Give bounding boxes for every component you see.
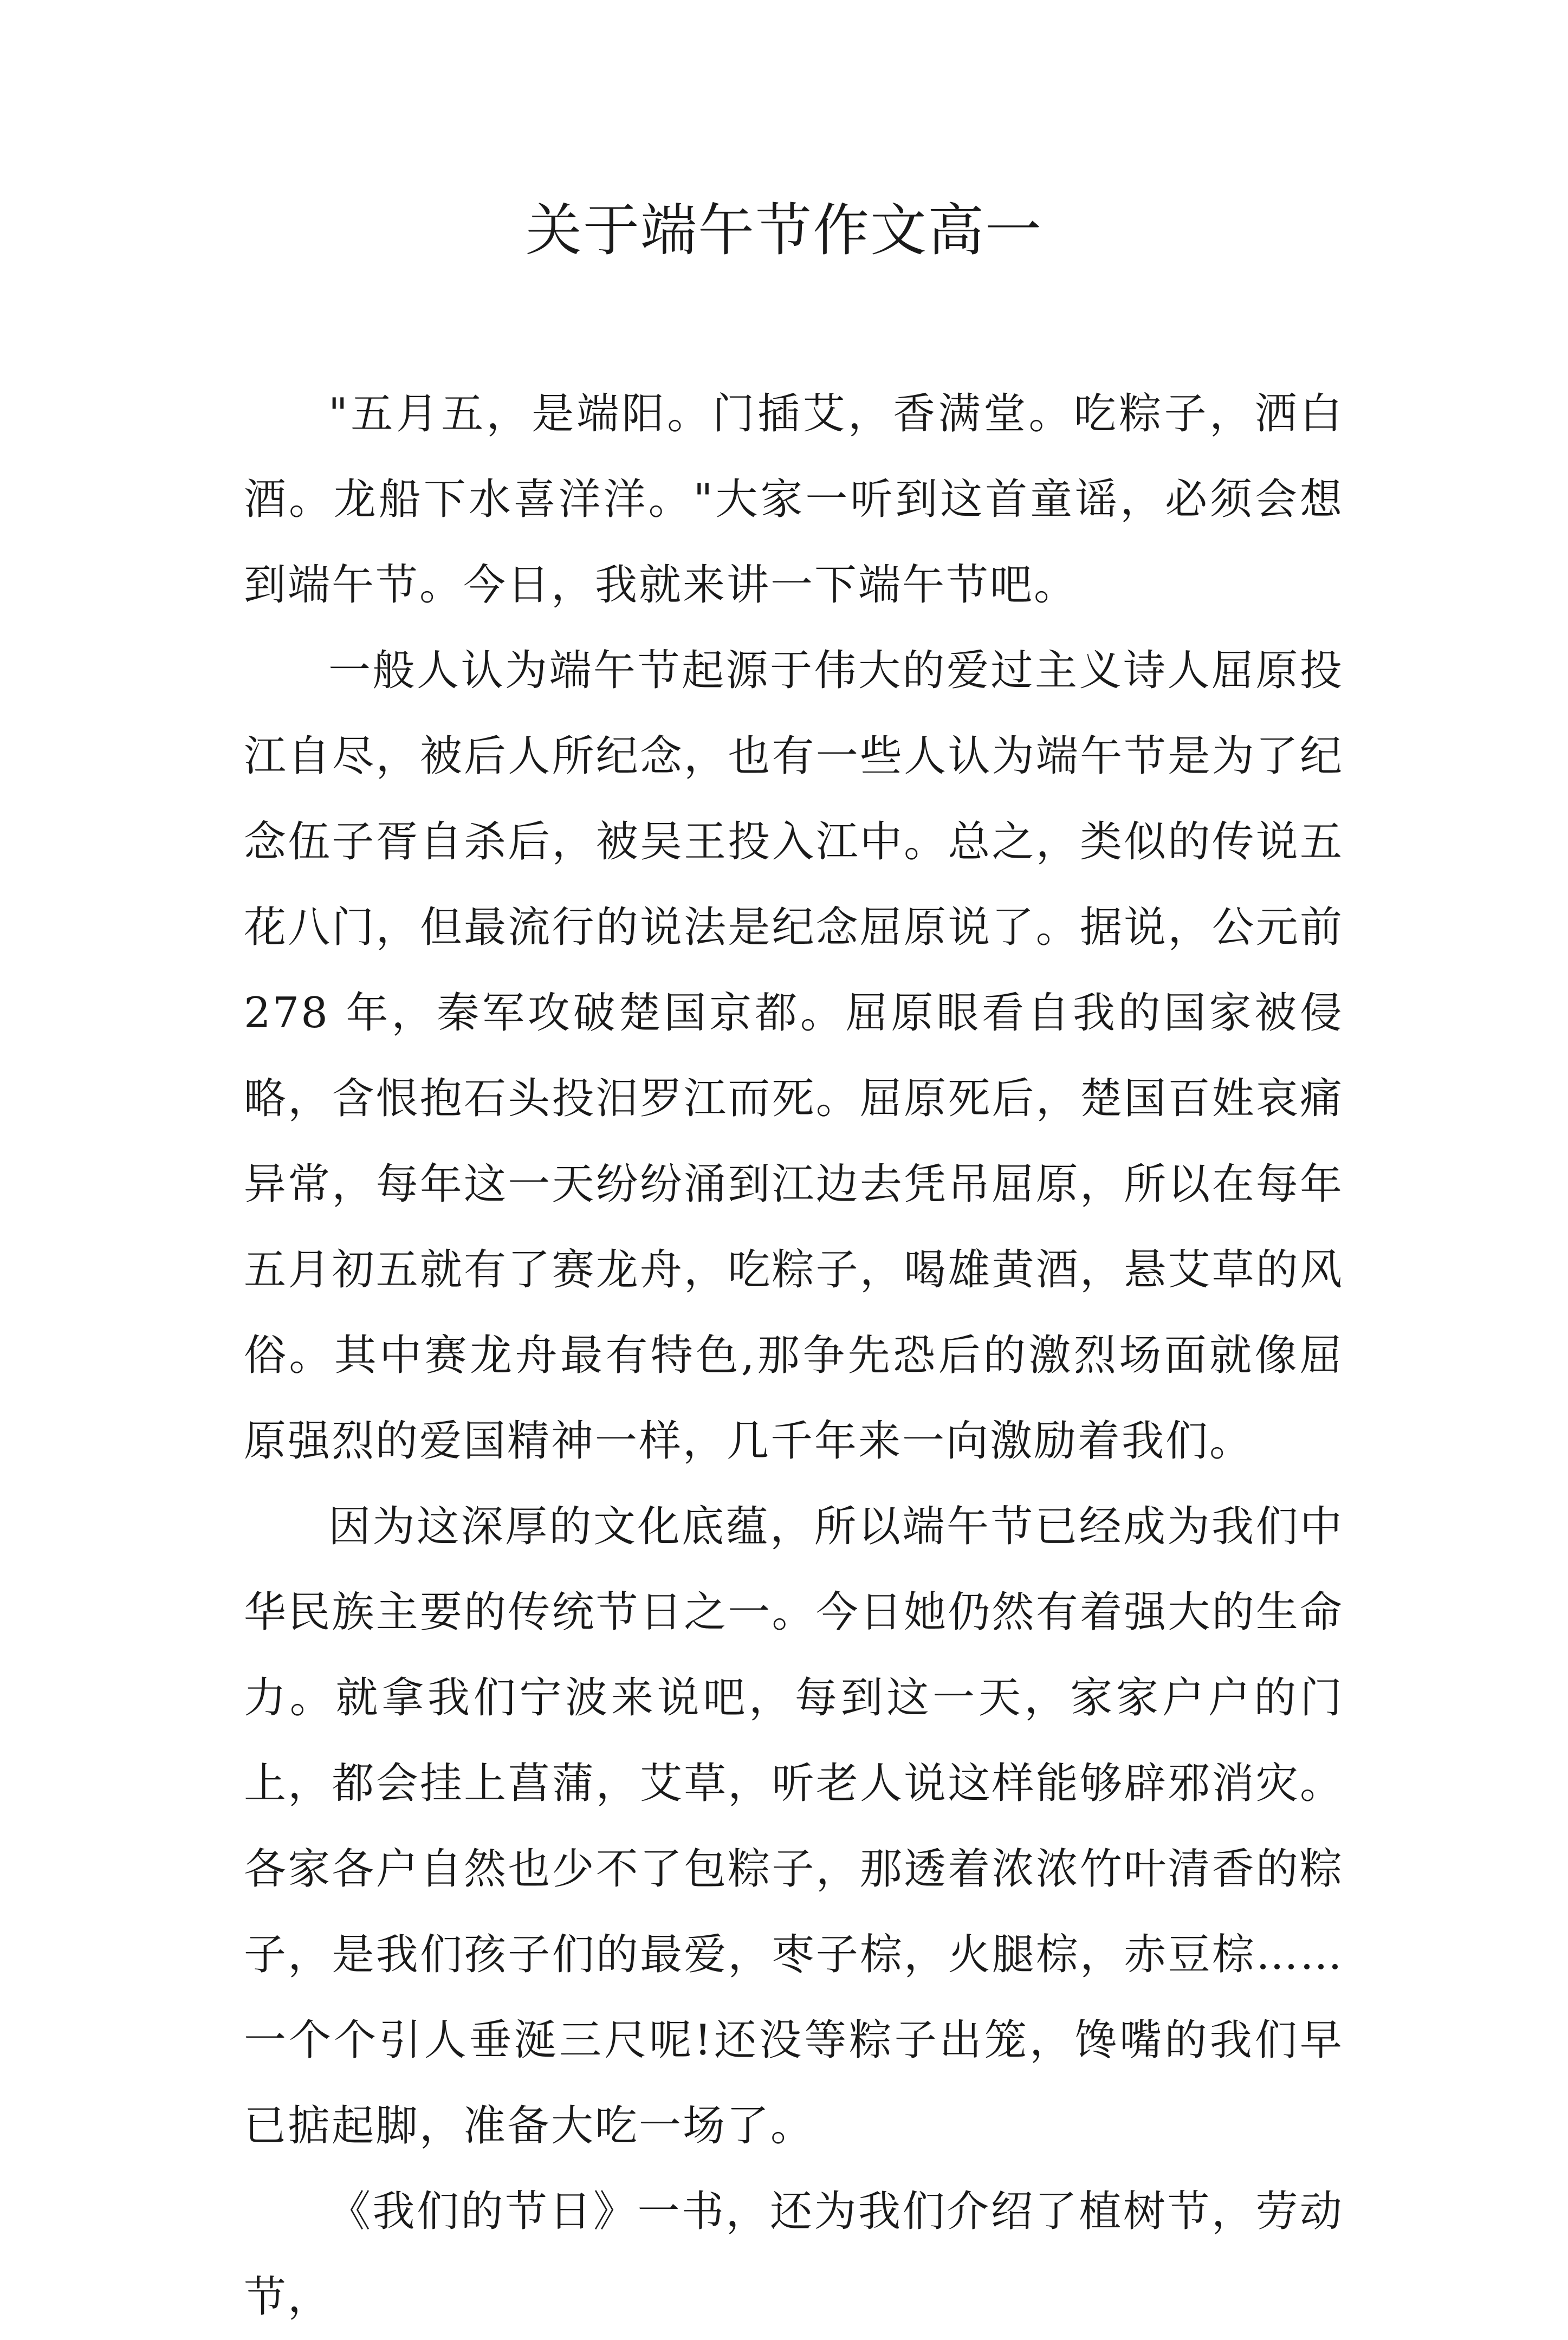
paragraph-4: 《我们的节日》一书，还为我们介绍了植树节，劳动节， bbox=[244, 2187, 1344, 2322]
document-body bbox=[244, 371, 1344, 2340]
document-title: 关于端午节作文高一 bbox=[525, 197, 1042, 263]
paragraph-1: "五月五，是端阳。门插艾，香满堂。吃粽子，洒白酒。龙船下水喜洋洋。"大家一听到这首童谣，必须会想到端午节。今日，我就来讲一下端午节吧。 bbox=[244, 390, 1344, 610]
paragraph-2: 一般人认为端午节起源于伟大的爱过主义诗人屈原投江自尽，被后人所纪念，也有一些人认为端午节是为了纪念伍子胥自杀后，被吴王投入江中。总之，类似的传说五花八门，但最流行的说法是纪念屈原说了。据说，公元前 278 年，秦军攻破楚国京都。屈原眼看自我的国家被侵略，含恨抱石头投汨罗江而死。屈原死后，楚国百姓哀痛异常，每年这一天纷纷涌到江边去凭吊屈原，所以在每年五月初五就有了赛龙舟，吃粽子，喝雄黄酒，悬艾草的风俗。其中赛龙舟最有特色,那争先恐后的激烈场面就像屈原强烈的爱国精神一样，几千年来一向激励着我们。 bbox=[244, 646, 1344, 1466]
paragraph-3: 因为这深厚的文化底蕴，所以端午节已经成为我们中华民族主要的传统节日之一。今日她仍然有着强大的生命力。就拿我们宁波来说吧，每到这一天，家家户户的门上，都会挂上菖蒲，艾草，听老人说这样能够辟邪消灾。各家各户自然也少不了包粽子，那透着浓浓竹叶清香的粽子，是我们孩子们的最爱，枣子棕，火腿棕，赤豆棕……一个个引人垂涎三尺呢!还没等粽子出笼，馋嘴的我们早已掂起脚，准备大吃一场了。 bbox=[244, 1502, 1344, 2150]
